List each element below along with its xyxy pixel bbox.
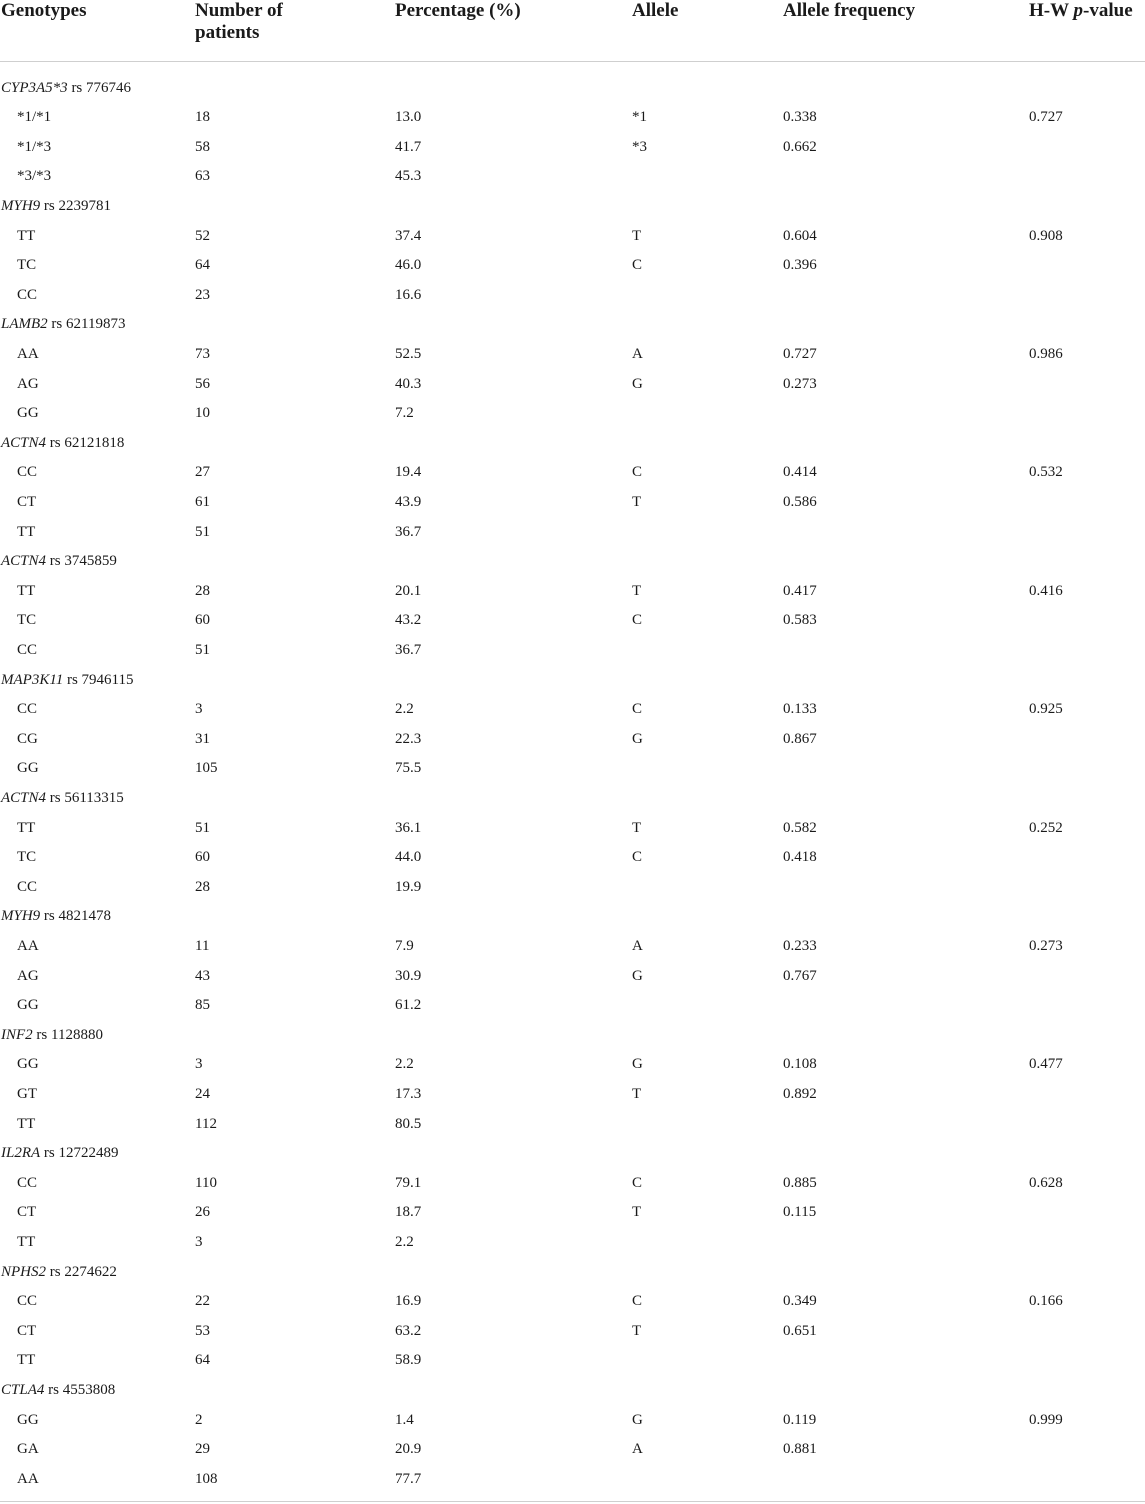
hw-p-value-cell: 0.727 — [1029, 109, 1063, 126]
count-cell: 3 — [195, 1233, 203, 1250]
gene-row — [0, 784, 1145, 814]
table-row — [0, 932, 1145, 962]
allele-frequency-cell: 0.414 — [783, 464, 817, 481]
percentage-cell: 16.6 — [395, 286, 422, 303]
table-header — [0, 0, 1145, 62]
genotype-cell: TT — [17, 819, 36, 836]
allele-cell: C — [632, 612, 643, 629]
allele-cell: T — [632, 582, 642, 599]
percentage-cell: 52.5 — [395, 345, 422, 362]
table-row — [0, 962, 1145, 992]
percentage-cell: 75.5 — [395, 760, 422, 777]
gene-name: MYH9 — [1, 197, 41, 214]
gene-name: IL2RA — [1, 1145, 41, 1162]
table-row — [0, 1287, 1145, 1317]
percentage-cell: 36.7 — [395, 523, 422, 540]
allele-cell: C — [632, 257, 643, 274]
allele-cell: C — [632, 701, 643, 718]
hw-p-value-cell: 0.477 — [1029, 1056, 1063, 1073]
gene-name: LAMB2 — [1, 316, 48, 333]
gene-label — [1, 1258, 117, 1288]
percentage-cell: 19.4 — [395, 464, 422, 481]
count-cell: 10 — [195, 405, 210, 422]
genotype-cell: AA — [17, 345, 39, 362]
gene-label — [1, 902, 111, 932]
table-row — [0, 873, 1145, 903]
genotype-cell: CC — [17, 701, 38, 718]
header-allele-label: Allele — [632, 0, 679, 21]
percentage-cell: 40.3 — [395, 375, 422, 392]
count-cell: 2 — [195, 1411, 203, 1428]
percentage-cell: 46.0 — [395, 257, 422, 274]
header-hw-p-value — [1029, 0, 1133, 22]
count-cell: 60 — [195, 612, 210, 629]
gene-name: ACTN4 — [1, 789, 47, 806]
allele-frequency-cell: 0.119 — [783, 1411, 817, 1428]
snp-id: rs 12722489 — [40, 1145, 119, 1162]
count-cell: 51 — [195, 641, 210, 658]
genotype-cell: TT — [17, 1352, 36, 1369]
percentage-cell: 7.9 — [395, 937, 414, 954]
snp-id: rs 4821478 — [40, 908, 112, 925]
snp-id: rs 56113315 — [46, 789, 124, 806]
header-hw-prefix: H-W — [1029, 0, 1074, 21]
table-row — [0, 222, 1145, 252]
allele-frequency-cell: 0.867 — [783, 730, 817, 747]
count-cell: 53 — [195, 1322, 210, 1339]
header-number-line1: Number of — [195, 0, 283, 21]
table-row — [0, 991, 1145, 1021]
count-cell: 3 — [195, 701, 203, 718]
table-row — [0, 162, 1145, 192]
percentage-cell: 36.7 — [395, 641, 422, 658]
allele-frequency-cell: 0.417 — [783, 582, 817, 599]
gene-name: MAP3K11 — [1, 671, 64, 688]
table-row — [0, 606, 1145, 636]
allele-cell: T — [632, 819, 642, 836]
percentage-cell: 30.9 — [395, 967, 422, 984]
snp-id: rs 7946115 — [63, 671, 134, 688]
allele-frequency-cell: 0.881 — [783, 1441, 817, 1458]
gene-row — [0, 192, 1145, 222]
count-cell: 43 — [195, 967, 210, 984]
percentage-cell: 20.9 — [395, 1441, 422, 1458]
allele-frequency-cell: 0.662 — [783, 138, 817, 155]
table-row — [0, 340, 1145, 370]
gene-row — [0, 547, 1145, 577]
allele-cell: *1 — [632, 109, 647, 126]
allele-frequency-cell: 0.338 — [783, 109, 817, 126]
header-genotypes — [1, 0, 87, 22]
percentage-cell: 58.9 — [395, 1352, 422, 1369]
percentage-cell: 43.9 — [395, 493, 422, 510]
genotype-cell: TC — [17, 257, 37, 274]
genotype-cell: CT — [17, 493, 37, 510]
percentage-cell: 37.4 — [395, 227, 422, 244]
header-genotypes-label: Genotypes — [1, 0, 87, 21]
gene-label — [1, 1021, 103, 1051]
gene-label — [1, 429, 124, 459]
gene-name: ACTN4 — [1, 434, 47, 451]
gene-row — [0, 1139, 1145, 1169]
percentage-cell: 80.5 — [395, 1115, 422, 1132]
gene-name: MYH9 — [1, 908, 41, 925]
genotype-cell: GA — [17, 1441, 39, 1458]
hw-p-value-cell: 0.628 — [1029, 1174, 1063, 1191]
table-row — [0, 1406, 1145, 1436]
count-cell: 22 — [195, 1293, 210, 1310]
genotype-cell: TT — [17, 1115, 36, 1132]
genotype-cell: CC — [17, 1293, 38, 1310]
genotype-cell: CC — [17, 286, 38, 303]
genotype-cell: TT — [17, 1233, 36, 1250]
genotype-cell: *3/*3 — [17, 168, 52, 185]
genotype-cell: CC — [17, 1174, 38, 1191]
percentage-cell: 13.0 — [395, 109, 422, 126]
genotype-cell: CG — [17, 730, 38, 747]
genotype-cell: GG — [17, 1411, 39, 1428]
count-cell: 51 — [195, 819, 210, 836]
percentage-cell: 44.0 — [395, 849, 422, 866]
genotype-cell: GG — [17, 1056, 39, 1073]
header-hw-suffix: -value — [1083, 0, 1133, 21]
gene-label — [1, 310, 125, 340]
table-row — [0, 1317, 1145, 1347]
count-cell: 63 — [195, 168, 210, 185]
gene-row — [0, 429, 1145, 459]
header-hw-p: p — [1073, 0, 1084, 21]
count-cell: 18 — [195, 109, 210, 126]
header-allele — [632, 0, 678, 22]
allele-cell: A — [632, 937, 643, 954]
header-allele-frequency — [783, 0, 915, 22]
table-row — [0, 1050, 1145, 1080]
gene-label — [1, 547, 117, 577]
gene-name: CYP3A5*3 — [1, 79, 68, 96]
genotype-cell: GG — [17, 997, 39, 1014]
gene-row — [0, 666, 1145, 696]
allele-frequency-cell: 0.885 — [783, 1174, 817, 1191]
gene-name: NPHS2 — [1, 1263, 46, 1280]
hw-p-value-cell: 0.532 — [1029, 464, 1063, 481]
allele-cell: G — [632, 967, 643, 984]
percentage-cell: 2.2 — [395, 1233, 414, 1250]
count-cell: 52 — [195, 227, 210, 244]
table-row — [0, 843, 1145, 873]
snp-id: rs 4553808 — [44, 1381, 116, 1398]
count-cell: 108 — [195, 1470, 218, 1487]
header-allele-frequency-label: Allele frequency — [783, 0, 916, 21]
genotype-cell: CC — [17, 464, 38, 481]
table-row — [0, 814, 1145, 844]
gene-name: CTLA4 — [1, 1381, 45, 1398]
gene-label — [1, 1139, 119, 1169]
count-cell: 28 — [195, 582, 210, 599]
table-row — [0, 1346, 1145, 1376]
allele-frequency-cell: 0.273 — [783, 375, 817, 392]
count-cell: 26 — [195, 1204, 210, 1221]
genotype-cell: TC — [17, 849, 37, 866]
allele-cell: A — [632, 345, 643, 362]
table-row — [0, 133, 1145, 163]
allele-cell: G — [632, 730, 643, 747]
genotype-cell: *1/*3 — [17, 138, 52, 155]
genotype-cell: TT — [17, 523, 36, 540]
allele-frequency-cell: 0.767 — [783, 967, 817, 984]
genotype-cell: AG — [17, 375, 39, 392]
allele-frequency-cell: 0.133 — [783, 701, 817, 718]
genotype-cell: GG — [17, 760, 39, 777]
gene-label — [1, 74, 131, 104]
genotype-cell: *1/*1 — [17, 109, 52, 126]
snp-id: rs 3745859 — [46, 553, 117, 570]
genotype-cell: CC — [17, 641, 38, 658]
snp-id: rs 1128880 — [32, 1026, 103, 1043]
gene-row — [0, 310, 1145, 340]
table-row — [0, 399, 1145, 429]
count-cell: 28 — [195, 878, 210, 895]
allele-cell: C — [632, 464, 643, 481]
allele-frequency-cell: 0.108 — [783, 1056, 817, 1073]
allele-frequency-cell: 0.892 — [783, 1085, 817, 1102]
hw-p-value-cell: 0.908 — [1029, 227, 1063, 244]
snp-id: rs 2274622 — [46, 1263, 117, 1280]
count-cell: 56 — [195, 375, 210, 392]
count-cell: 60 — [195, 849, 210, 866]
allele-cell: C — [632, 1174, 643, 1191]
count-cell: 11 — [195, 937, 210, 954]
gene-label — [1, 666, 134, 696]
allele-frequency-cell: 0.396 — [783, 257, 817, 274]
gene-row — [0, 902, 1145, 932]
table-row — [0, 458, 1145, 488]
gene-label — [1, 192, 111, 222]
genotype-cell: TC — [17, 612, 37, 629]
count-cell: 112 — [195, 1115, 217, 1132]
allele-cell: T — [632, 227, 642, 244]
genotype-cell: CT — [17, 1204, 37, 1221]
allele-cell: T — [632, 1085, 642, 1102]
genotype-cell: GT — [17, 1085, 37, 1102]
gene-row — [0, 1258, 1145, 1288]
percentage-cell: 2.2 — [395, 1056, 414, 1073]
allele-frequency-cell: 0.349 — [783, 1293, 817, 1310]
table-row — [0, 518, 1145, 548]
percentage-cell: 63.2 — [395, 1322, 422, 1339]
allele-frequency-cell: 0.418 — [783, 849, 817, 866]
allele-cell: T — [632, 1322, 642, 1339]
snp-id: rs 776746 — [67, 79, 132, 96]
table-row — [0, 725, 1145, 755]
count-cell: 3 — [195, 1056, 203, 1073]
table-row — [0, 488, 1145, 518]
percentage-cell: 18.7 — [395, 1204, 422, 1221]
allele-frequency-cell: 0.582 — [783, 819, 817, 836]
gene-name: INF2 — [1, 1026, 33, 1043]
genotype-cell: GG — [17, 405, 39, 422]
table-row — [0, 1228, 1145, 1258]
snp-id: rs 62121818 — [46, 434, 125, 451]
count-cell: 24 — [195, 1085, 210, 1102]
table-row — [0, 695, 1145, 725]
allele-frequency-cell: 0.651 — [783, 1322, 817, 1339]
percentage-cell: 41.7 — [395, 138, 422, 155]
hw-p-value-cell: 0.166 — [1029, 1293, 1063, 1310]
percentage-cell: 61.2 — [395, 997, 422, 1014]
percentage-cell: 45.3 — [395, 168, 422, 185]
table-row — [0, 754, 1145, 784]
genotype-cell: TT — [17, 582, 36, 599]
count-cell: 64 — [195, 257, 210, 274]
allele-cell: T — [632, 1204, 642, 1221]
allele-cell: T — [632, 493, 642, 510]
allele-cell: *3 — [632, 138, 647, 155]
header-number-line2: patients — [195, 22, 260, 43]
count-cell: 29 — [195, 1441, 210, 1458]
table-row — [0, 636, 1145, 666]
table-row — [0, 1435, 1145, 1465]
genotype-cell: CT — [17, 1322, 37, 1339]
bottom-rule — [0, 1501, 1145, 1502]
percentage-cell: 17.3 — [395, 1085, 422, 1102]
count-cell: 23 — [195, 286, 210, 303]
table-row — [0, 1110, 1145, 1140]
gene-row — [0, 74, 1145, 104]
count-cell: 105 — [195, 760, 218, 777]
percentage-cell: 19.9 — [395, 878, 422, 895]
allele-cell: A — [632, 1441, 643, 1458]
hw-p-value-cell: 0.986 — [1029, 345, 1063, 362]
table-row — [0, 1198, 1145, 1228]
snp-id: rs 2239781 — [40, 197, 112, 214]
genotype-cell: AA — [17, 937, 39, 954]
genotype-cell: CC — [17, 878, 38, 895]
gene-label — [1, 1376, 115, 1406]
genotype-cell: TT — [17, 227, 36, 244]
header-percentage-label: Percentage (%) — [395, 0, 521, 21]
count-cell: 27 — [195, 464, 210, 481]
hw-p-value-cell: 0.273 — [1029, 937, 1063, 954]
table-row — [0, 1465, 1145, 1495]
hw-p-value-cell: 0.416 — [1029, 582, 1063, 599]
header-percentage — [395, 0, 521, 22]
count-cell: 58 — [195, 138, 210, 155]
gene-row — [0, 1021, 1145, 1051]
percentage-cell: 2.2 — [395, 701, 414, 718]
percentage-cell: 79.1 — [395, 1174, 422, 1191]
count-cell: 73 — [195, 345, 210, 362]
allele-frequency-cell: 0.604 — [783, 227, 817, 244]
allele-cell: G — [632, 1411, 643, 1428]
table-row — [0, 251, 1145, 281]
genotype-cell: AA — [17, 1470, 39, 1487]
percentage-cell: 43.2 — [395, 612, 422, 629]
hw-p-value-cell: 0.999 — [1029, 1411, 1063, 1428]
allele-cell: C — [632, 849, 643, 866]
hw-p-value-cell: 0.925 — [1029, 701, 1063, 718]
count-cell: 85 — [195, 997, 210, 1014]
allele-frequency-cell: 0.583 — [783, 612, 817, 629]
gene-name: ACTN4 — [1, 553, 47, 570]
allele-frequency-cell: 0.727 — [783, 345, 817, 362]
table-row — [0, 281, 1145, 311]
table-row — [0, 577, 1145, 607]
allele-frequency-cell: 0.233 — [783, 937, 817, 954]
count-cell: 31 — [195, 730, 210, 747]
gene-label — [1, 784, 124, 814]
count-cell: 61 — [195, 493, 210, 510]
allele-frequency-cell: 0.586 — [783, 493, 817, 510]
percentage-cell: 22.3 — [395, 730, 422, 747]
count-cell: 64 — [195, 1352, 210, 1369]
table-row — [0, 1169, 1145, 1199]
header-number-of-patients — [195, 0, 283, 44]
percentage-cell: 20.1 — [395, 582, 422, 599]
table-row — [0, 103, 1145, 133]
percentage-cell: 7.2 — [395, 405, 414, 422]
percentage-cell: 77.7 — [395, 1470, 422, 1487]
allele-cell: G — [632, 375, 643, 392]
table-row — [0, 370, 1145, 400]
snp-id: rs 62119873 — [47, 316, 126, 333]
gene-row — [0, 1376, 1145, 1406]
percentage-cell: 16.9 — [395, 1293, 422, 1310]
allele-frequency-cell: 0.115 — [783, 1204, 817, 1221]
genotype-cell: AG — [17, 967, 39, 984]
percentage-cell: 1.4 — [395, 1411, 414, 1428]
table-row — [0, 1080, 1145, 1110]
percentage-cell: 36.1 — [395, 819, 422, 836]
allele-cell: C — [632, 1293, 643, 1310]
count-cell: 110 — [195, 1174, 217, 1191]
allele-cell: G — [632, 1056, 643, 1073]
count-cell: 51 — [195, 523, 210, 540]
hw-p-value-cell: 0.252 — [1029, 819, 1063, 836]
